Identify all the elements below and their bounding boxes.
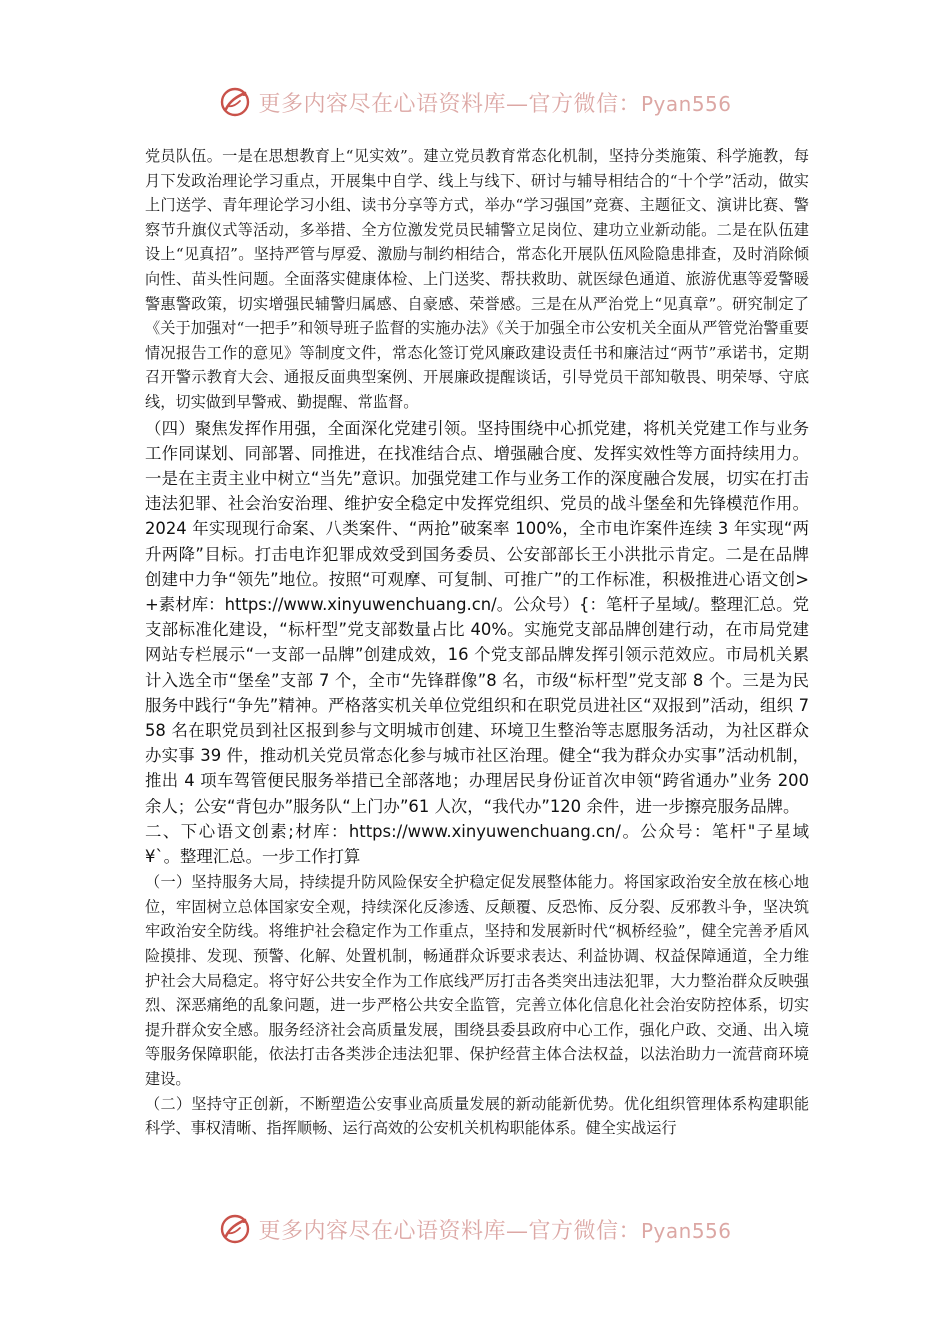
- paragraph-plan-one: （一）坚持服务大局，持续提升防风险保安全护稳定促发展整体能力。将国家政治安全放在核心地位，牢固树立总体国家安全观，持续深化反渗透、反颠覆、反恐怖、反分裂、反邪教斗争，坚决筑牢政治安全防线。将维护社会稳定作为工作重点，坚持和发展新时代“枫桥经验”，健全完善矛盾风险摸排、发现、预警、化解、处置机制，畅通群众诉要求表达、利益协调、权益保障通道，全力维护社会大局稳定。将守好公共安全作为工作底线严厉打击各类突出违法犯罪，大力整治群众反映强烈、深恶痛绝的乱象问题，进一步严格公共安全监管，完善立体化信息化社会治安防控体系，切实提升群众安全感。服务经济社会高质量发展，围绕县委县政府中心工作，强化户政、交通、出入境等服务保障职能，依法打击各类涉企违法犯罪、保护经营主体合法权益，以法治助力一流营商环境建设。: [145, 873, 809, 1088]
- heading-next-plans: 二、下心语文创素;材库：https://www.xinyuwenchuang.cn/。公众号：笔杆"子星域¥`。整理汇总。一步工作打算: [145, 821, 809, 866]
- watermark-banner-top: [0, 82, 950, 122]
- watermark-wechat-id: Pyan556: [641, 91, 732, 116]
- watermark-text: [258, 1214, 731, 1245]
- watermark-main-text: 更多内容尽在心语资料库—官方微信：: [258, 91, 641, 117]
- document-body: [145, 144, 809, 1141]
- paragraph-plan-two: （二）坚持守正创新，不断塑造公安事业高质量发展的新动能新优势。优化组织管理体系构建职能科学、事权清晰、指挥顺畅、运行高效的公安机关机构职能体系。健全实战运行: [145, 1094, 809, 1138]
- watermark-banner-bottom: [0, 1209, 950, 1249]
- paragraph-party-team: 党员队伍。一是在思想教育上“见实效”。建立党员教育常态化机制，坚持分类施策、科学施教，每月下发政治理论学习重点，开展集中自学、线上与线下、研讨与辅导相结合的“十个学”活动，做实上门送学、青年理论学习小组、读书分享等方式，举办“学习强国”竞赛、主题征文、演讲比赛、警察节升旗仪式等活动，多举措、全方位激发党员民辅警立足岗位、建功立业新动能。二是在队伍建设上“见真招”。坚持严管与厚爱、激励与制约相结合，常态化开展队伍风险隐患排查，及时消除倾向性、苗头性问题。全面落实健康体检、上门送奖、帮扶救助、就医绿色通道、旅游优惠等爱警暖警惠警政策，切实增强民辅警归属感、自豪感、荣誉感。三是在从严治党上“见真章”。研究制定了《关于加强对“一把手”和领导班子监督的实施办法》《关于加强全市公安机关全面从严管党治警重要情况报告工作的意见》等制度文件，常态化签订党风廉政建设责任书和廉洁过“两节”承诺书，定期召开警示教育大会、通报反面典型案例、开展廉政提醒谈话，引导党员干部知敬畏、明荣辱、守底线，切实做到早警戒、勤提醒、常监督。: [145, 147, 809, 411]
- hand-pen-logo-icon: [218, 1212, 252, 1246]
- watermark-wechat-id: Pyan556: [641, 1218, 732, 1243]
- paragraph-section-four: （四）聚焦发挥作用强，全面深化党建引领。坚持围绕中心抓党建，将机关党建工作与业务工作同谋划、同部署、同推进，在找准结合点、增强融合度、发挥实效性等方面持续用力。一是在主责主业中树立“当先”意识。加强党建工作与业务工作的深度融合发展，切实在打击违法犯罪、社会治安治理、维护安全稳定中发挥党组织、党员的战斗堡垒和先锋模范作用。2024 年实现现行命案、八类案件、“两抢”破案率 100%，全市电诈案件连续 3 年实现“两升两降”目标。打击电诈犯罪成效受到国务委员、公安部部长王小洪批示肯定。二是在品牌创建中力争“领先”地位。按照“可观摩、可复制、可推广”的工作标准，积极推进心语文创>+素材库：https://www.xinyuwenchuang.cn/。公众号）{：笔杆子星域/。整理汇总。党支部标准化建设，“标杆型”党支部数量占比 40%。实施党支部品牌创建行动，在市局党建网站专栏展示“一支部一品牌”创建成效，16 个党支部品牌发挥引领示范效应。市局机关累计入选全市“堡垒”支部 7 个，全市“先锋群像”8 名，市级“标杆型”党支部 8 个。三是为民服务中践行“争先”精神。严格落实机关单位党组织和在职党员进社区“双报到”活动，组织 758 名在职党员到社区报到参与文明城市创建、环境卫生整治等志愿服务活动，为社区群众办实事 39 件，推动机关党员常态化参与城市社区治理。健全“我为群众办实事”活动机制，推出 4 项车驾管便民服务举措已全部落地；办理居民身份证首次申领“跨省通办”业务 200 余人；公安“背包办”服务队“上门办”61 人次，“我代办”120 余件，进一步擦亮服务品牌。: [145, 418, 809, 816]
- watermark-main-text: 更多内容尽在心语资料库—官方微信：: [258, 1218, 641, 1244]
- watermark-text: [258, 87, 731, 118]
- hand-pen-logo-icon: [218, 85, 252, 119]
